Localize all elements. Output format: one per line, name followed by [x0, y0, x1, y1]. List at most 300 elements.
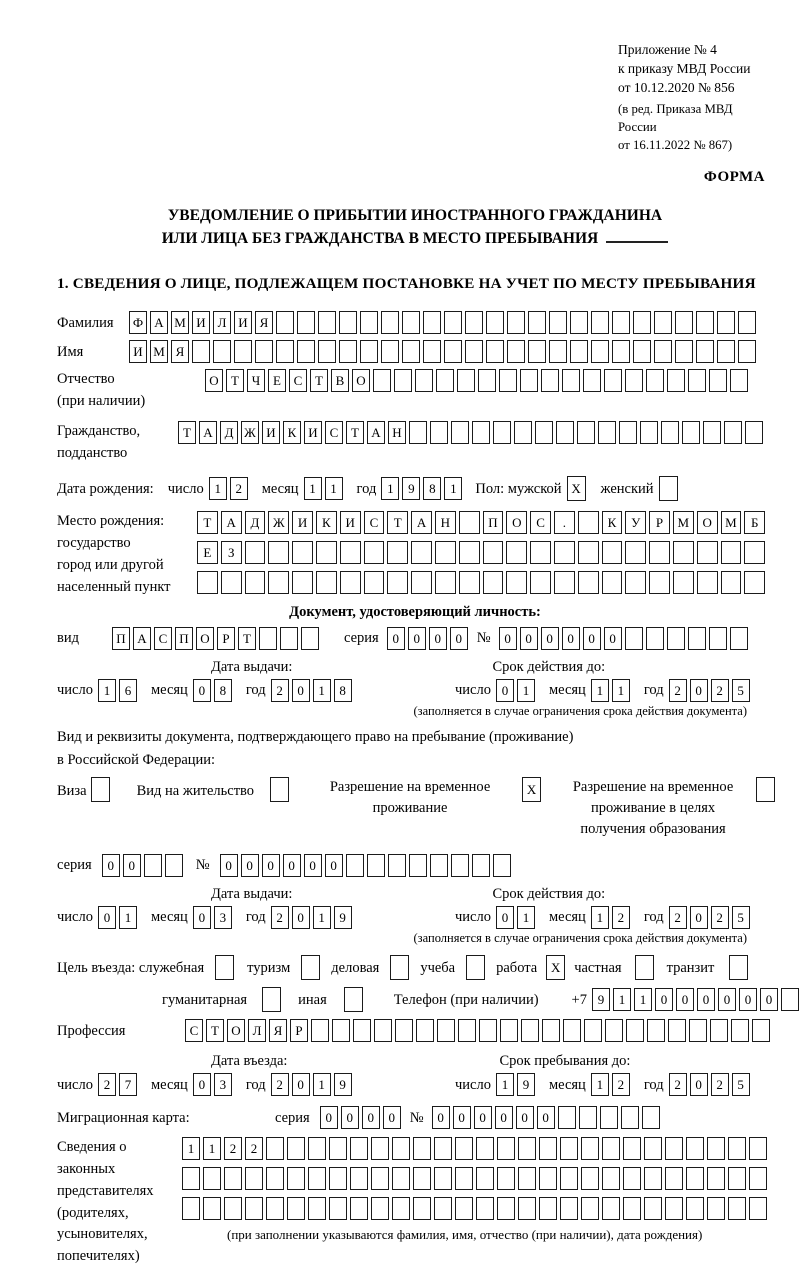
- char-cell[interactable]: Ж: [268, 511, 289, 534]
- char-cell[interactable]: 0: [98, 906, 116, 929]
- char-cell[interactable]: С: [154, 627, 172, 650]
- char-cell[interactable]: [520, 369, 538, 392]
- char-cell[interactable]: О: [205, 369, 223, 392]
- char-cell[interactable]: 0: [690, 1073, 708, 1096]
- char-cell[interactable]: 1: [98, 679, 116, 702]
- char-cell[interactable]: 8: [214, 679, 232, 702]
- char-cell[interactable]: К: [283, 421, 301, 444]
- char-cell[interactable]: 3: [214, 906, 232, 929]
- char-cell[interactable]: [374, 1019, 392, 1042]
- char-cell[interactable]: [661, 421, 679, 444]
- char-cell[interactable]: [578, 511, 599, 534]
- char-cell[interactable]: [486, 311, 504, 334]
- char-cell[interactable]: [340, 541, 361, 564]
- char-cell[interactable]: 0: [304, 854, 322, 877]
- char-cell[interactable]: [387, 571, 408, 594]
- char-cell[interactable]: 1: [313, 906, 331, 929]
- female-checkbox[interactable]: [659, 476, 678, 501]
- char-cell[interactable]: [688, 627, 706, 650]
- char-cell[interactable]: [444, 340, 462, 363]
- char-cell[interactable]: [539, 1197, 557, 1220]
- char-cell[interactable]: 2: [271, 906, 289, 929]
- char-cell[interactable]: К: [316, 511, 337, 534]
- char-cell[interactable]: 9: [592, 988, 610, 1011]
- char-cell[interactable]: [560, 1167, 578, 1190]
- char-cell[interactable]: 0: [325, 854, 343, 877]
- char-cell[interactable]: 0: [362, 1106, 380, 1129]
- char-cell[interactable]: [500, 1019, 518, 1042]
- char-cell[interactable]: [292, 571, 313, 594]
- char-cell[interactable]: Т: [197, 511, 218, 534]
- char-cell[interactable]: [478, 369, 496, 392]
- char-cell[interactable]: [578, 541, 599, 564]
- char-cell[interactable]: [728, 1167, 746, 1190]
- char-cell[interactable]: 0: [676, 988, 694, 1011]
- char-cell[interactable]: [413, 1137, 431, 1160]
- char-cell[interactable]: 0: [283, 854, 301, 877]
- char-cell[interactable]: [667, 627, 685, 650]
- char-cell[interactable]: [435, 541, 456, 564]
- char-cell[interactable]: [612, 340, 630, 363]
- char-cell[interactable]: 0: [697, 988, 715, 1011]
- char-cell[interactable]: [625, 541, 646, 564]
- char-cell[interactable]: [434, 1137, 452, 1160]
- char-cell[interactable]: А: [150, 311, 168, 334]
- char-cell[interactable]: [459, 541, 480, 564]
- char-cell[interactable]: 0: [496, 679, 514, 702]
- char-cell[interactable]: [224, 1197, 242, 1220]
- char-cell[interactable]: [411, 571, 432, 594]
- char-cell[interactable]: 0: [220, 854, 238, 877]
- char-cell[interactable]: [367, 854, 385, 877]
- char-cell[interactable]: [507, 340, 525, 363]
- char-cell[interactable]: [654, 311, 672, 334]
- char-cell[interactable]: [549, 340, 567, 363]
- char-cell[interactable]: [245, 1167, 263, 1190]
- char-cell[interactable]: 0: [604, 627, 622, 650]
- char-cell[interactable]: 2: [669, 906, 687, 929]
- char-cell[interactable]: [497, 1137, 515, 1160]
- char-cell[interactable]: 8: [334, 679, 352, 702]
- char-cell[interactable]: [224, 1167, 242, 1190]
- char-cell[interactable]: [364, 571, 385, 594]
- char-cell[interactable]: 0: [450, 627, 468, 650]
- char-cell[interactable]: О: [697, 511, 718, 534]
- char-cell[interactable]: Д: [220, 421, 238, 444]
- char-cell[interactable]: 0: [583, 627, 601, 650]
- char-cell[interactable]: [353, 1019, 371, 1042]
- char-cell[interactable]: [604, 369, 622, 392]
- char-cell[interactable]: [329, 1167, 347, 1190]
- char-cell[interactable]: [486, 340, 504, 363]
- char-cell[interactable]: [623, 1167, 641, 1190]
- char-cell[interactable]: [626, 1019, 644, 1042]
- char-cell[interactable]: О: [227, 1019, 245, 1042]
- char-cell[interactable]: [213, 340, 231, 363]
- char-cell[interactable]: [182, 1167, 200, 1190]
- char-cell[interactable]: [781, 988, 799, 1011]
- char-cell[interactable]: [437, 1019, 455, 1042]
- char-cell[interactable]: [535, 421, 553, 444]
- char-cell[interactable]: 2: [271, 1073, 289, 1096]
- char-cell[interactable]: [182, 1197, 200, 1220]
- char-cell[interactable]: [654, 340, 672, 363]
- char-cell[interactable]: 0: [495, 1106, 513, 1129]
- char-cell[interactable]: [688, 369, 706, 392]
- purpose-tourism-checkbox[interactable]: [301, 955, 320, 980]
- char-cell[interactable]: Б: [744, 511, 765, 534]
- char-cell[interactable]: [570, 340, 588, 363]
- char-cell[interactable]: [203, 1197, 221, 1220]
- purpose-other-checkbox[interactable]: [344, 987, 363, 1012]
- char-cell[interactable]: [541, 369, 559, 392]
- char-cell[interactable]: [581, 1197, 599, 1220]
- char-cell[interactable]: [579, 1106, 597, 1129]
- char-cell[interactable]: [619, 421, 637, 444]
- char-cell[interactable]: 8: [423, 477, 441, 500]
- char-cell[interactable]: 0: [541, 627, 559, 650]
- char-cell[interactable]: Я: [269, 1019, 287, 1042]
- char-cell[interactable]: [451, 421, 469, 444]
- char-cell[interactable]: [710, 1019, 728, 1042]
- char-cell[interactable]: [730, 627, 748, 650]
- char-cell[interactable]: [744, 571, 765, 594]
- char-cell[interactable]: [268, 541, 289, 564]
- char-cell[interactable]: [570, 311, 588, 334]
- char-cell[interactable]: [738, 340, 756, 363]
- char-cell[interactable]: [402, 340, 420, 363]
- char-cell[interactable]: Д: [245, 511, 266, 534]
- char-cell[interactable]: [602, 1137, 620, 1160]
- char-cell[interactable]: 0: [123, 854, 141, 877]
- char-cell[interactable]: [646, 369, 664, 392]
- char-cell[interactable]: 1: [444, 477, 462, 500]
- char-cell[interactable]: [255, 340, 273, 363]
- char-cell[interactable]: [709, 369, 727, 392]
- char-cell[interactable]: [479, 1019, 497, 1042]
- char-cell[interactable]: [308, 1197, 326, 1220]
- char-cell[interactable]: 2: [612, 906, 630, 929]
- char-cell[interactable]: [360, 311, 378, 334]
- char-cell[interactable]: 2: [711, 679, 729, 702]
- char-cell[interactable]: О: [196, 627, 214, 650]
- char-cell[interactable]: [749, 1167, 767, 1190]
- char-cell[interactable]: [381, 340, 399, 363]
- char-cell[interactable]: [245, 571, 266, 594]
- char-cell[interactable]: Р: [217, 627, 235, 650]
- male-checkbox[interactable]: X: [567, 476, 586, 501]
- char-cell[interactable]: 9: [334, 1073, 352, 1096]
- char-cell[interactable]: И: [292, 511, 313, 534]
- char-cell[interactable]: 2: [245, 1137, 263, 1160]
- char-cell[interactable]: У: [625, 511, 646, 534]
- char-cell[interactable]: [415, 369, 433, 392]
- char-cell[interactable]: С: [289, 369, 307, 392]
- char-cell[interactable]: Я: [255, 311, 273, 334]
- char-cell[interactable]: [514, 421, 532, 444]
- char-cell[interactable]: [539, 1137, 557, 1160]
- char-cell[interactable]: В: [331, 369, 349, 392]
- char-cell[interactable]: [165, 854, 183, 877]
- char-cell[interactable]: [649, 571, 670, 594]
- char-cell[interactable]: [689, 1019, 707, 1042]
- char-cell[interactable]: [707, 1167, 725, 1190]
- char-cell[interactable]: [395, 1019, 413, 1042]
- char-cell[interactable]: 1: [325, 477, 343, 500]
- char-cell[interactable]: Л: [248, 1019, 266, 1042]
- char-cell[interactable]: [518, 1137, 536, 1160]
- char-cell[interactable]: [745, 421, 763, 444]
- char-cell[interactable]: [563, 1019, 581, 1042]
- char-cell[interactable]: [402, 311, 420, 334]
- char-cell[interactable]: [234, 340, 252, 363]
- char-cell[interactable]: [554, 571, 575, 594]
- char-cell[interactable]: [472, 854, 490, 877]
- char-cell[interactable]: 0: [562, 627, 580, 650]
- char-cell[interactable]: 1: [634, 988, 652, 1011]
- char-cell[interactable]: [697, 541, 718, 564]
- char-cell[interactable]: [728, 1197, 746, 1220]
- char-cell[interactable]: [602, 571, 623, 594]
- char-cell[interactable]: 0: [432, 1106, 450, 1129]
- char-cell[interactable]: [686, 1197, 704, 1220]
- char-cell[interactable]: [667, 369, 685, 392]
- char-cell[interactable]: 0: [292, 1073, 310, 1096]
- char-cell[interactable]: [435, 571, 456, 594]
- char-cell[interactable]: [364, 541, 385, 564]
- purpose-humanitarian-checkbox[interactable]: [262, 987, 281, 1012]
- char-cell[interactable]: [600, 1106, 618, 1129]
- char-cell[interactable]: 1: [517, 679, 535, 702]
- char-cell[interactable]: [602, 541, 623, 564]
- char-cell[interactable]: [203, 1167, 221, 1190]
- char-cell[interactable]: [549, 311, 567, 334]
- char-cell[interactable]: 0: [193, 906, 211, 929]
- char-cell[interactable]: 1: [203, 1137, 221, 1160]
- char-cell[interactable]: А: [221, 511, 242, 534]
- char-cell[interactable]: Н: [435, 511, 456, 534]
- char-cell[interactable]: 2: [230, 477, 248, 500]
- char-cell[interactable]: И: [234, 311, 252, 334]
- char-cell[interactable]: [276, 311, 294, 334]
- char-cell[interactable]: Я: [171, 340, 189, 363]
- char-cell[interactable]: 2: [669, 679, 687, 702]
- char-cell[interactable]: [318, 311, 336, 334]
- char-cell[interactable]: [245, 1197, 263, 1220]
- char-cell[interactable]: [542, 1019, 560, 1042]
- char-cell[interactable]: [411, 541, 432, 564]
- char-cell[interactable]: [528, 311, 546, 334]
- char-cell[interactable]: [144, 854, 162, 877]
- char-cell[interactable]: [649, 541, 670, 564]
- char-cell[interactable]: [707, 1197, 725, 1220]
- char-cell[interactable]: 0: [496, 906, 514, 929]
- char-cell[interactable]: 0: [429, 627, 447, 650]
- char-cell[interactable]: [633, 311, 651, 334]
- char-cell[interactable]: Т: [206, 1019, 224, 1042]
- char-cell[interactable]: [259, 627, 277, 650]
- char-cell[interactable]: 2: [711, 1073, 729, 1096]
- char-cell[interactable]: [455, 1197, 473, 1220]
- char-cell[interactable]: 1: [209, 477, 227, 500]
- char-cell[interactable]: [493, 854, 511, 877]
- char-cell[interactable]: [221, 571, 242, 594]
- char-cell[interactable]: 0: [341, 1106, 359, 1129]
- char-cell[interactable]: [434, 1167, 452, 1190]
- char-cell[interactable]: [350, 1137, 368, 1160]
- char-cell[interactable]: [581, 1137, 599, 1160]
- char-cell[interactable]: 0: [655, 988, 673, 1011]
- char-cell[interactable]: 5: [732, 679, 750, 702]
- char-cell[interactable]: [602, 1197, 620, 1220]
- char-cell[interactable]: 0: [718, 988, 736, 1011]
- char-cell[interactable]: [644, 1137, 662, 1160]
- char-cell[interactable]: [717, 340, 735, 363]
- char-cell[interactable]: 1: [591, 1073, 609, 1096]
- char-cell[interactable]: М: [673, 511, 694, 534]
- char-cell[interactable]: [292, 541, 313, 564]
- char-cell[interactable]: 0: [193, 1073, 211, 1096]
- char-cell[interactable]: К: [602, 511, 623, 534]
- char-cell[interactable]: [584, 1019, 602, 1042]
- char-cell[interactable]: 5: [732, 906, 750, 929]
- char-cell[interactable]: 9: [517, 1073, 535, 1096]
- char-cell[interactable]: [392, 1137, 410, 1160]
- char-cell[interactable]: [497, 1197, 515, 1220]
- char-cell[interactable]: [605, 1019, 623, 1042]
- char-cell[interactable]: [476, 1167, 494, 1190]
- char-cell[interactable]: [686, 1137, 704, 1160]
- purpose-private-checkbox[interactable]: [635, 955, 654, 980]
- char-cell[interactable]: [560, 1137, 578, 1160]
- char-cell[interactable]: [703, 421, 721, 444]
- char-cell[interactable]: 0: [241, 854, 259, 877]
- char-cell[interactable]: [644, 1167, 662, 1190]
- char-cell[interactable]: П: [175, 627, 193, 650]
- char-cell[interactable]: М: [150, 340, 168, 363]
- purpose-transit-checkbox[interactable]: [729, 955, 748, 980]
- char-cell[interactable]: [665, 1167, 683, 1190]
- char-cell[interactable]: [675, 340, 693, 363]
- char-cell[interactable]: [717, 311, 735, 334]
- char-cell[interactable]: А: [199, 421, 217, 444]
- char-cell[interactable]: [518, 1167, 536, 1190]
- char-cell[interactable]: [392, 1167, 410, 1190]
- purpose-work-checkbox[interactable]: X: [546, 955, 565, 980]
- char-cell[interactable]: Ф: [129, 311, 147, 334]
- char-cell[interactable]: 0: [520, 627, 538, 650]
- char-cell[interactable]: 2: [612, 1073, 630, 1096]
- char-cell[interactable]: [339, 311, 357, 334]
- purpose-study-checkbox[interactable]: [466, 955, 485, 980]
- char-cell[interactable]: [518, 1197, 536, 1220]
- char-cell[interactable]: 0: [408, 627, 426, 650]
- char-cell[interactable]: [560, 1197, 578, 1220]
- char-cell[interactable]: И: [192, 311, 210, 334]
- char-cell[interactable]: 1: [591, 679, 609, 702]
- char-cell[interactable]: [640, 421, 658, 444]
- char-cell[interactable]: С: [185, 1019, 203, 1042]
- char-cell[interactable]: [409, 421, 427, 444]
- char-cell[interactable]: [350, 1167, 368, 1190]
- char-cell[interactable]: М: [171, 311, 189, 334]
- char-cell[interactable]: [266, 1137, 284, 1160]
- char-cell[interactable]: [539, 1167, 557, 1190]
- char-cell[interactable]: [329, 1197, 347, 1220]
- char-cell[interactable]: [646, 627, 664, 650]
- char-cell[interactable]: [287, 1197, 305, 1220]
- char-cell[interactable]: Л: [213, 311, 231, 334]
- char-cell[interactable]: 1: [313, 1073, 331, 1096]
- char-cell[interactable]: [394, 369, 412, 392]
- char-cell[interactable]: Н: [388, 421, 406, 444]
- char-cell[interactable]: [625, 571, 646, 594]
- char-cell[interactable]: [675, 311, 693, 334]
- char-cell[interactable]: [558, 1106, 576, 1129]
- char-cell[interactable]: [744, 541, 765, 564]
- char-cell[interactable]: [483, 571, 504, 594]
- char-cell[interactable]: [287, 1167, 305, 1190]
- char-cell[interactable]: [465, 340, 483, 363]
- char-cell[interactable]: [381, 311, 399, 334]
- char-cell[interactable]: [416, 1019, 434, 1042]
- char-cell[interactable]: 1: [612, 679, 630, 702]
- char-cell[interactable]: [455, 1137, 473, 1160]
- char-cell[interactable]: [329, 1137, 347, 1160]
- char-cell[interactable]: [413, 1167, 431, 1190]
- char-cell[interactable]: [668, 1019, 686, 1042]
- char-cell[interactable]: [686, 1167, 704, 1190]
- char-cell[interactable]: [459, 571, 480, 594]
- char-cell[interactable]: Ч: [247, 369, 265, 392]
- char-cell[interactable]: [192, 340, 210, 363]
- char-cell[interactable]: 7: [119, 1073, 137, 1096]
- char-cell[interactable]: [665, 1137, 683, 1160]
- char-cell[interactable]: [612, 311, 630, 334]
- char-cell[interactable]: [373, 369, 391, 392]
- char-cell[interactable]: [434, 1197, 452, 1220]
- char-cell[interactable]: О: [506, 511, 527, 534]
- char-cell[interactable]: [430, 854, 448, 877]
- char-cell[interactable]: [623, 1197, 641, 1220]
- char-cell[interactable]: 0: [453, 1106, 471, 1129]
- char-cell[interactable]: 0: [474, 1106, 492, 1129]
- char-cell[interactable]: [721, 571, 742, 594]
- char-cell[interactable]: [625, 627, 643, 650]
- char-cell[interactable]: Т: [238, 627, 256, 650]
- char-cell[interactable]: [724, 421, 742, 444]
- char-cell[interactable]: [458, 1019, 476, 1042]
- char-cell[interactable]: [562, 369, 580, 392]
- char-cell[interactable]: [371, 1137, 389, 1160]
- temp-residence-edu-checkbox[interactable]: [756, 777, 775, 802]
- char-cell[interactable]: Р: [290, 1019, 308, 1042]
- char-cell[interactable]: 5: [732, 1073, 750, 1096]
- char-cell[interactable]: [623, 1137, 641, 1160]
- char-cell[interactable]: [528, 340, 546, 363]
- char-cell[interactable]: [721, 541, 742, 564]
- char-cell[interactable]: [423, 340, 441, 363]
- char-cell[interactable]: 2: [224, 1137, 242, 1160]
- char-cell[interactable]: М: [721, 511, 742, 534]
- char-cell[interactable]: И: [262, 421, 280, 444]
- char-cell[interactable]: [297, 340, 315, 363]
- char-cell[interactable]: [476, 1197, 494, 1220]
- char-cell[interactable]: [457, 369, 475, 392]
- char-cell[interactable]: [730, 369, 748, 392]
- char-cell[interactable]: [245, 541, 266, 564]
- char-cell[interactable]: [350, 1197, 368, 1220]
